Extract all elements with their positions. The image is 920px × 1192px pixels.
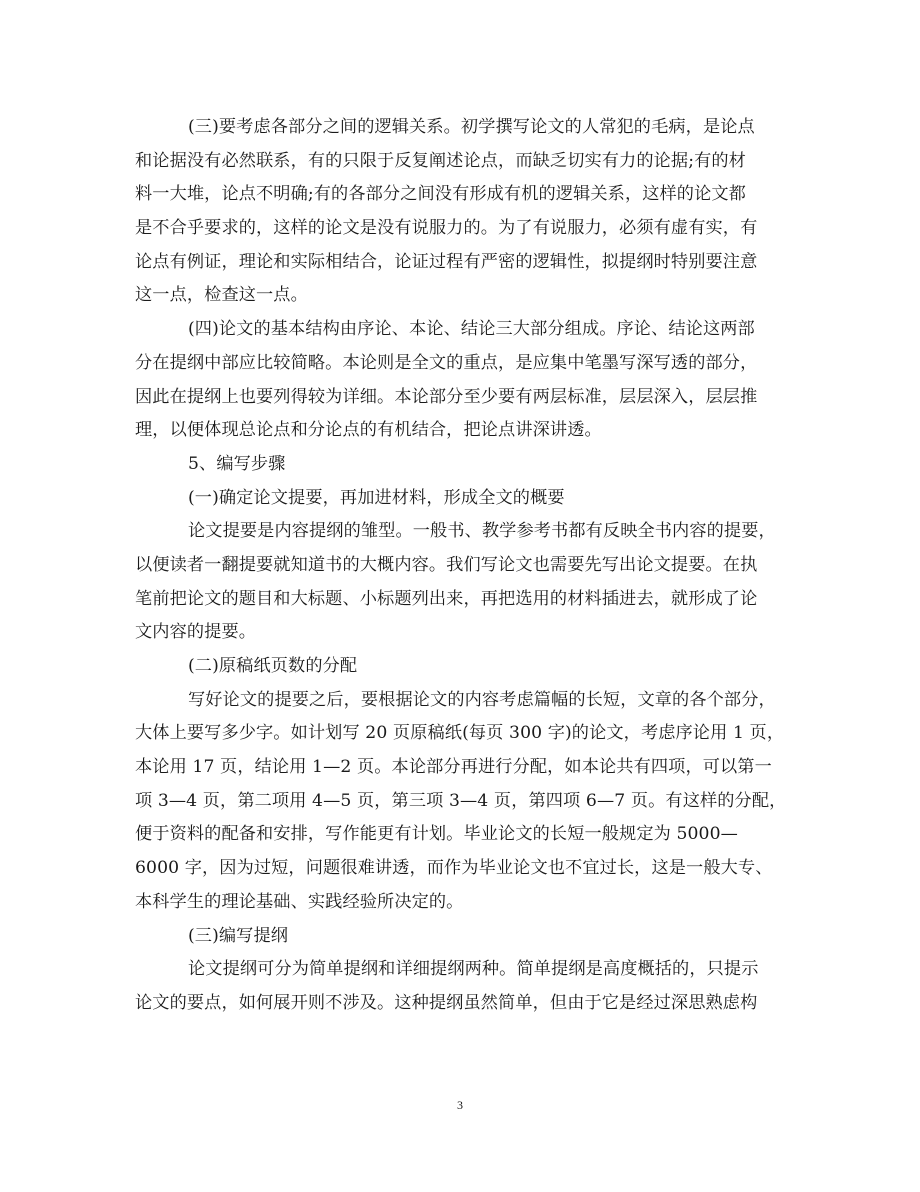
paragraph-line: (四)论文的基本结构由序论、本论、结论三大部分组成。序论、结论这两部 — [188, 319, 755, 340]
paragraph-line: 笔前把论文的题目和大标题、小标题列出来，再把选用的材料插进去，就形成了论 — [135, 588, 758, 609]
paragraph-line: 是不合乎要求的，这样的论文是没有说服力的。为了有说服力，必须有虚有实，有 — [135, 218, 758, 239]
paragraph-line: 这一点，检查这一点。 — [135, 285, 308, 306]
section-heading: 5、编写步骤 — [188, 453, 286, 474]
paragraph-line: 论点有例证，理论和实际相结合，论证过程有严密的逻辑性，拟提纲时特别要注意 — [135, 251, 758, 272]
paragraph-line: 理，以便体现总论点和分论点的有机结合，把论点讲深讲透。 — [135, 420, 602, 441]
paragraph-line: 论文的要点，如何展开则不涉及。这种提纲虽然简单，但由于它是经过深思熟虑构 — [135, 992, 758, 1013]
paragraph-line: 便于资料的配备和安排，写作能更有计划。毕业论文的长短一般规定为 5000— — [135, 824, 738, 845]
subsection-heading: (一)确定论文提要，再加进材料，形成全文的概要 — [188, 487, 565, 508]
paragraph-line: 写好论文的提要之后，要根据论文的内容考虑篇幅的长短，文章的各个部分， — [188, 689, 776, 710]
paragraph-line: (三)要考虑各部分之间的逻辑关系。初学撰写论文的人常犯的毛病，是论点 — [188, 117, 755, 137]
subsection-heading: (三)编写提纲 — [188, 925, 289, 946]
paragraph-line: 分在提纲中部应比较简略。本论则是全文的重点，是应集中笔墨写深写透的部分， — [135, 352, 758, 373]
paragraph-line: 本论用 17 页，结论用 1—2 页。本论部分再进行分配，如本论共有四项，可以第一 — [135, 757, 772, 778]
paragraph-line: 文内容的提要。 — [135, 622, 257, 643]
page-number: 3 — [457, 1098, 463, 1112]
document-body — [135, 111, 785, 1021]
paragraph-line: 料一大堆，论点不明确;有的各部分之间没有形成有机的逻辑关系，这样的论文都 — [135, 184, 746, 205]
paragraph-line: 论文提纲可分为简单提纲和详细提纲两种。简单提纲是高度概括的，只提示 — [188, 959, 759, 980]
paragraph-line: 和论据没有必然联系，有的只限于反复阐述论点，而缺乏切实有力的论据;有的材 — [135, 150, 746, 171]
paragraph-line: 项 3—4 页，第二项用 4—5 页，第三项 3—4 页，第四项 6—7 页。有这样的分配， — [135, 790, 787, 811]
paragraph-line: 6000 字，因为过短，问题很难讲透，而作为毕业论文也不宜过长，这是一般大专、 — [135, 858, 773, 879]
subsection-heading: (二)原稿纸页数的分配 — [188, 656, 358, 676]
paragraph-line: 以便读者一翻提要就知道书的大概内容。我们写论文也需要先写出论文提要。在执 — [135, 554, 758, 575]
paragraph-line: 论文提要是内容提纲的雏型。一般书、教学参考书都有反映全书内容的提要， — [188, 521, 776, 542]
paragraph-line: 本科学生的理论基础、实践经验所决定的。 — [135, 891, 464, 912]
paragraph-line: 因此在提纲上也要列得较为详细。本论部分至少要有两层标准，层层深入，层层推 — [135, 386, 758, 407]
paragraph-line: 大体上要写多少字。如计划写 20 页原稿纸(每页 300 字)的论文，考虑序论用 1 页， — [135, 723, 785, 744]
